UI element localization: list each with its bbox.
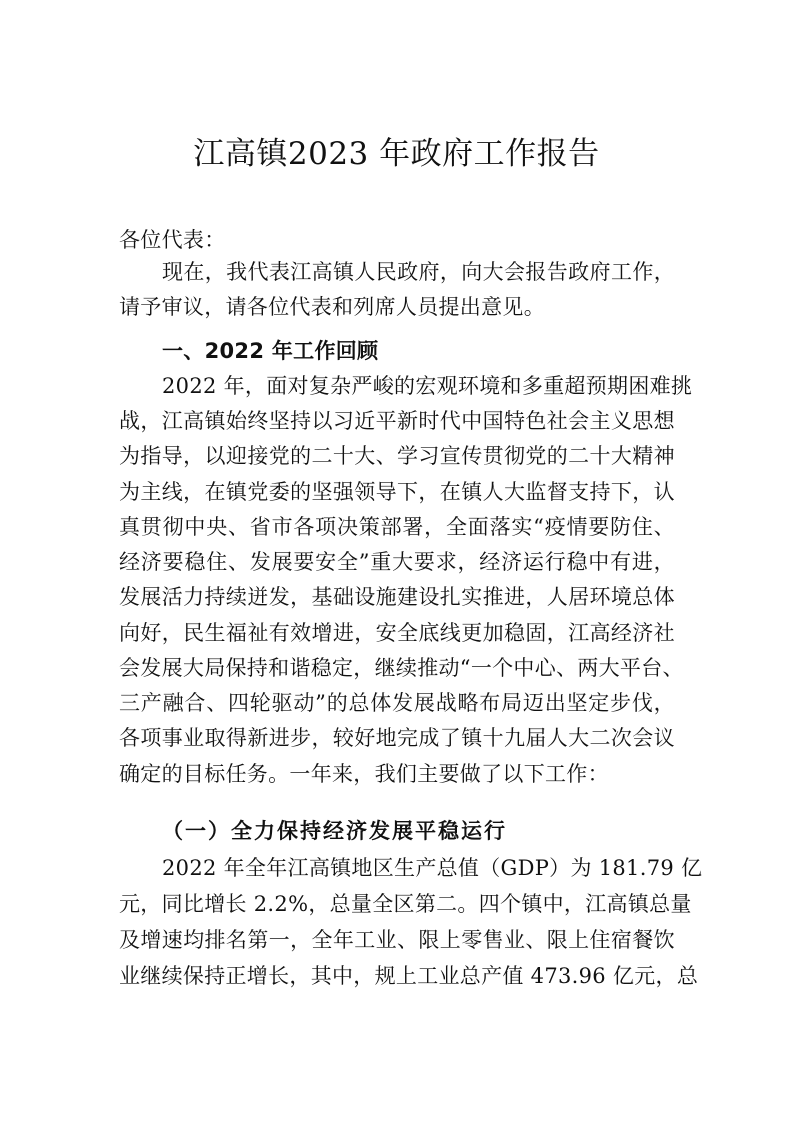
paragraph-line: 确定的目标任务。一年来，我们主要做了以下工作：	[119, 762, 609, 786]
paragraph-line: 会发展大局保持和谐稳定，继续推动“一个中心、两大平台、	[119, 656, 684, 680]
paragraph-line: 向好，民生福祉有效增进，安全底线更加稳固，江高经济社	[119, 621, 675, 645]
intro-line: 请予审议，请各位代表和列席人员提出意见。	[119, 295, 545, 319]
paragraph-line: 经济要稳住、发展要安全”重大要求，经济运行稳中有进，	[119, 550, 675, 574]
paragraph-line: 及增速均排名第一，全年工业、限上零售业、限上住宿餐饮	[119, 928, 675, 952]
paragraph-line: 真贯彻中央、省市各项决策部署，全面落实“疫情要防住、	[119, 515, 675, 539]
paragraph-line: 三产融合、四轮驱动”的总体发展战略布局迈出坚定步伐，	[119, 691, 675, 715]
section-heading: 一、2022 年工作回顾	[162, 339, 379, 363]
intro-line: 现在，我代表江高镇人民政府，向大会报告政府工作，	[162, 260, 675, 284]
paragraph-line: 元，同比增长 2.2%，总量全区第二。四个镇中，江高镇总量	[119, 892, 692, 916]
paragraph-line: 各项事业取得新进步，较好地完成了镇十九届人大二次会议	[119, 726, 675, 750]
salutation: 各位代表：	[119, 228, 226, 252]
paragraph-line: 2022 年全年江高镇地区生产总值（GDP）为 181.79 亿	[162, 856, 703, 880]
subsection-heading: （一）全力保持经济发展平稳运行	[162, 819, 507, 843]
paragraph-line: 战，江高镇始终坚持以习近平新时代中国特色社会主义思想	[119, 409, 675, 433]
paragraph-line: 发展活力持续迸发，基础设施建设扎实推进，人居环境总体	[119, 585, 675, 609]
paragraph-line: 业继续保持正增长，其中，规上工业总产值 473.96 亿元，总	[119, 964, 699, 988]
paragraph-line: 为指导，以迎接党的二十大、学习宣传贯彻党的二十大精神	[119, 444, 675, 468]
paragraph-line: 2022 年，面对复杂严峻的宏观环境和多重超预期困难挑	[162, 374, 693, 398]
paragraph-line: 为主线，在镇党委的坚强领导下，在镇人大监督支持下，认	[119, 480, 675, 504]
document-title: 江高镇2023 年政府工作报告	[193, 136, 600, 172]
